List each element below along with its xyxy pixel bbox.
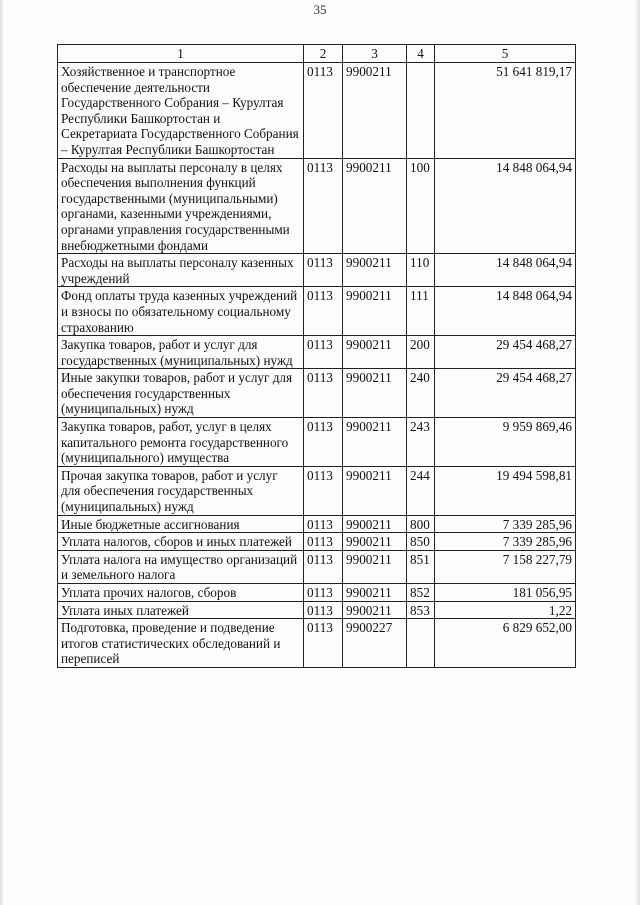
table-row [58, 533, 576, 551]
table-row [58, 418, 576, 467]
row-article-code: 9900211 [343, 466, 407, 515]
row-name: Уплата налогов, сборов и иных платежей [58, 533, 304, 551]
row-article-code: 9900211 [343, 601, 407, 619]
table-row [58, 550, 576, 583]
row-expense-type: 100 [407, 158, 435, 254]
header-col-1: 1 [58, 45, 304, 63]
row-expense-type: 200 [407, 336, 435, 369]
row-expense-type: 111 [407, 287, 435, 336]
row-article-code: 9900227 [343, 619, 407, 668]
row-expense-type: 851 [407, 550, 435, 583]
row-name: Уплата иных платежей [58, 601, 304, 619]
row-section-code: 0113 [304, 158, 343, 254]
row-amount: 6 829 652,00 [435, 619, 576, 668]
table-row [58, 158, 576, 254]
table-row [58, 254, 576, 287]
row-section-code: 0113 [304, 584, 343, 602]
row-amount: 181 056,95 [435, 584, 576, 602]
scan-left-edge [0, 0, 4, 905]
row-name: Расходы на выплаты персоналу казенных учреждений [58, 254, 304, 287]
row-expense-type: 800 [407, 515, 435, 533]
row-section-code: 0113 [304, 287, 343, 336]
row-amount: 7 158 227,79 [435, 550, 576, 583]
table-header-row [58, 45, 576, 63]
table-row [58, 336, 576, 369]
row-name: Закупка товаров, работ, услуг в целях капитального ремонта государственного (муниципального) имущества [58, 418, 304, 467]
row-article-code: 9900211 [343, 254, 407, 287]
header-col-3: 3 [343, 45, 407, 63]
row-section-code: 0113 [304, 63, 343, 159]
row-article-code: 9900211 [343, 515, 407, 533]
table-row [58, 287, 576, 336]
row-amount: 51 641 819,17 [435, 63, 576, 159]
row-expense-type: 850 [407, 533, 435, 551]
row-expense-type: 110 [407, 254, 435, 287]
header-col-2: 2 [304, 45, 343, 63]
row-section-code: 0113 [304, 369, 343, 418]
row-name: Иные бюджетные ассигнования [58, 515, 304, 533]
row-section-code: 0113 [304, 466, 343, 515]
row-section-code: 0113 [304, 619, 343, 668]
row-section-code: 0113 [304, 254, 343, 287]
row-article-code: 9900211 [343, 550, 407, 583]
row-amount: 7 339 285,96 [435, 515, 576, 533]
header-col-5: 5 [435, 45, 576, 63]
row-name: Расходы на выплаты персоналу в целях обеспечения выполнения функций государственными (муниципальными) органами, казенными учреждениями, органами управления государственными внебюджетными фондами [58, 158, 304, 254]
row-name: Иные закупки товаров, работ и услуг для обеспечения государственных (муниципальных) нужд [58, 369, 304, 418]
row-expense-type: 240 [407, 369, 435, 418]
row-article-code: 9900211 [343, 369, 407, 418]
page-number: 35 [313, 2, 327, 17]
row-section-code: 0113 [304, 418, 343, 467]
row-name: Закупка товаров, работ и услуг для государственных (муниципальных) нужд [58, 336, 304, 369]
table-body [58, 63, 576, 668]
row-name: Прочая закупка товаров, работ и услуг для обеспечения государственных (муниципальных) нужд [58, 466, 304, 515]
table-row [58, 466, 576, 515]
row-name: Фонд оплаты труда казенных учреждений и взносы по обязательному социальному страхованию [58, 287, 304, 336]
row-amount: 29 454 468,27 [435, 336, 576, 369]
row-expense-type [407, 619, 435, 668]
row-name: Подготовка, проведение и подведение итогов статистических обследований и переписей [58, 619, 304, 668]
row-article-code: 9900211 [343, 336, 407, 369]
row-section-code: 0113 [304, 515, 343, 533]
table-row [58, 63, 576, 159]
row-article-code: 9900211 [343, 287, 407, 336]
row-name: Уплата налога на имущество организаций и земельного налога [58, 550, 304, 583]
table-row [58, 515, 576, 533]
row-expense-type: 244 [407, 466, 435, 515]
table-row [58, 619, 576, 668]
row-amount: 14 848 064,94 [435, 254, 576, 287]
row-amount: 14 848 064,94 [435, 158, 576, 254]
table-row [58, 584, 576, 602]
row-article-code: 9900211 [343, 533, 407, 551]
table-row [58, 601, 576, 619]
row-amount: 9 959 869,46 [435, 418, 576, 467]
scan-right-edge [634, 0, 640, 905]
row-section-code: 0113 [304, 336, 343, 369]
row-amount: 7 339 285,96 [435, 533, 576, 551]
row-article-code: 9900211 [343, 584, 407, 602]
budget-table [57, 44, 576, 668]
row-expense-type [407, 63, 435, 159]
row-amount: 29 454 468,27 [435, 369, 576, 418]
row-section-code: 0113 [304, 533, 343, 551]
row-expense-type: 853 [407, 601, 435, 619]
row-section-code: 0113 [304, 601, 343, 619]
row-expense-type: 243 [407, 418, 435, 467]
row-article-code: 9900211 [343, 63, 407, 159]
row-expense-type: 852 [407, 584, 435, 602]
row-name: Хозяйственное и транспортное обеспечение деятельности Государственного Собрания – Курултая Республики Башкортостан и Секретариата Государственного Собрания – Курултая Республики Башкортостан [58, 63, 304, 159]
row-amount: 19 494 598,81 [435, 466, 576, 515]
table-row [58, 369, 576, 418]
row-amount: 14 848 064,94 [435, 287, 576, 336]
row-section-code: 0113 [304, 550, 343, 583]
row-article-code: 9900211 [343, 158, 407, 254]
row-amount: 1,22 [435, 601, 576, 619]
row-article-code: 9900211 [343, 418, 407, 467]
row-name: Уплата прочих налогов, сборов [58, 584, 304, 602]
header-col-4: 4 [407, 45, 435, 63]
